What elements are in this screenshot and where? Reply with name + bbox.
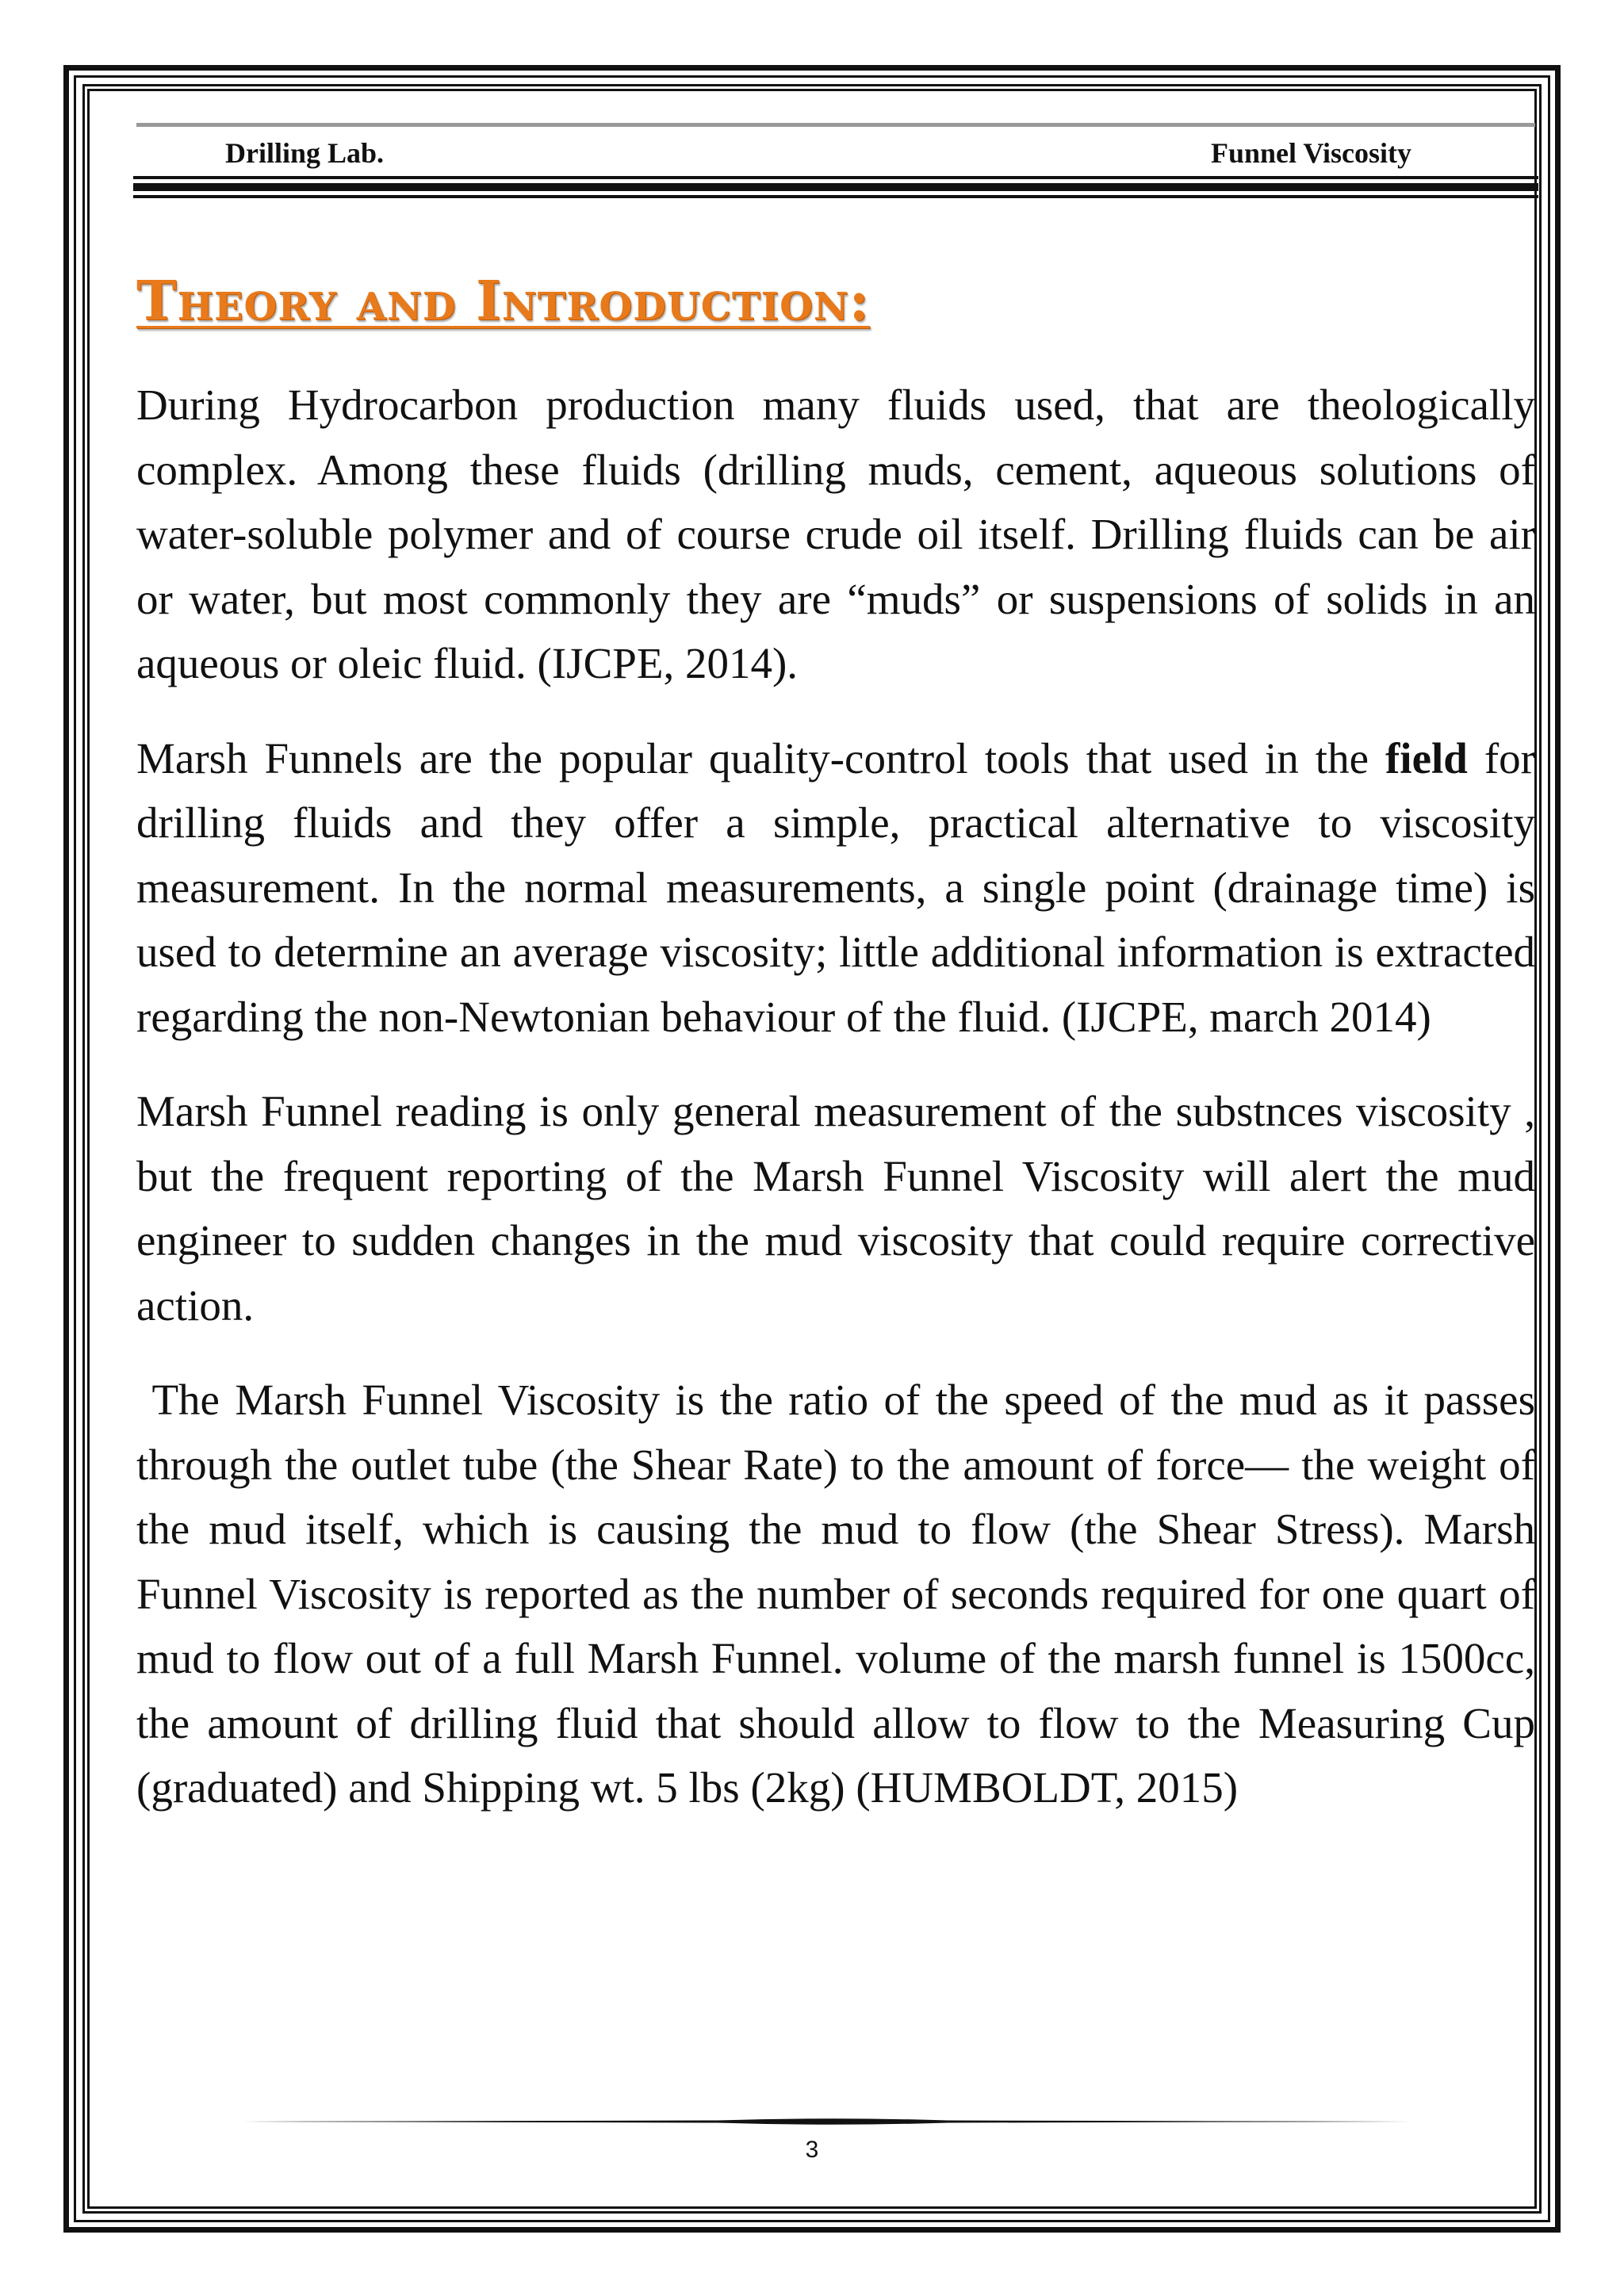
body-text bbox=[136, 373, 1546, 1850]
paragraph-2 bbox=[136, 726, 1535, 1050]
section-title: Theory and Introduction: bbox=[136, 270, 870, 333]
footer-divider bbox=[242, 2114, 1423, 2129]
paragraph-3: Marsh Funnel reading is only general measurement of the substnces viscosity , but the frequent reporting of the Marsh Funnel Viscosity will alert the mud engineer to sudden changes in the mud viscosity that could require corrective action. bbox=[136, 1087, 1535, 1330]
header-top-rule bbox=[136, 123, 1535, 127]
page-number: 3 bbox=[805, 2137, 819, 2163]
paragraph-4: The Marsh Funnel Viscosity is the ratio of the speed of the mud as it passes through the outlet tube (the Shear Rate) to the amount of force— the weight of the mud itself, which is causing the mud to flow (the Shear Stress). Marsh Funnel Viscosity is reported as the number of seconds required for one quart of mud to flow out of a full Marsh Funnel. volume of the marsh funnel is 1500cc, the amount of drilling fluid that should allow to flow to the Measuring Cup (graduated) and Shipping wt. 5 lbs (2kg) (HUMBOLDT, 2015) bbox=[136, 1376, 1546, 1812]
header-right-title: Funnel Viscosity bbox=[1210, 137, 1411, 169]
header-rule bbox=[133, 183, 1538, 191]
paragraph-2-bold-word: field bbox=[1385, 733, 1468, 783]
paragraph-2-start: Marsh Funnels are the popular quality-control tools that used in the bbox=[136, 733, 1385, 783]
paragraph-2-end: for drilling fluids and they offer a simple, practical alternative to viscosity measurement. In the normal measurements, a single point (drainage time) is used to determine an average viscosity; little additional information is extracted regarding the non-Newtonian behaviour of the fluid. (IJCPE, march 2014) bbox=[136, 733, 1535, 1041]
header-left-title: Drilling Lab. bbox=[225, 137, 385, 169]
header-rule bbox=[133, 176, 1538, 179]
header-rule bbox=[133, 195, 1538, 198]
paragraph-1: During Hydrocarbon production many fluids used, that are theologically complex. Among these fluids (drilling muds, cement, aqueous solutions of water-soluble polymer and of course crude oil itself. Drilling fluids can be air or water, but most commonly they are “muds” or suspensions of solids in an aqueous or oleic fluid. (IJCPE, 2014). bbox=[136, 381, 1535, 687]
